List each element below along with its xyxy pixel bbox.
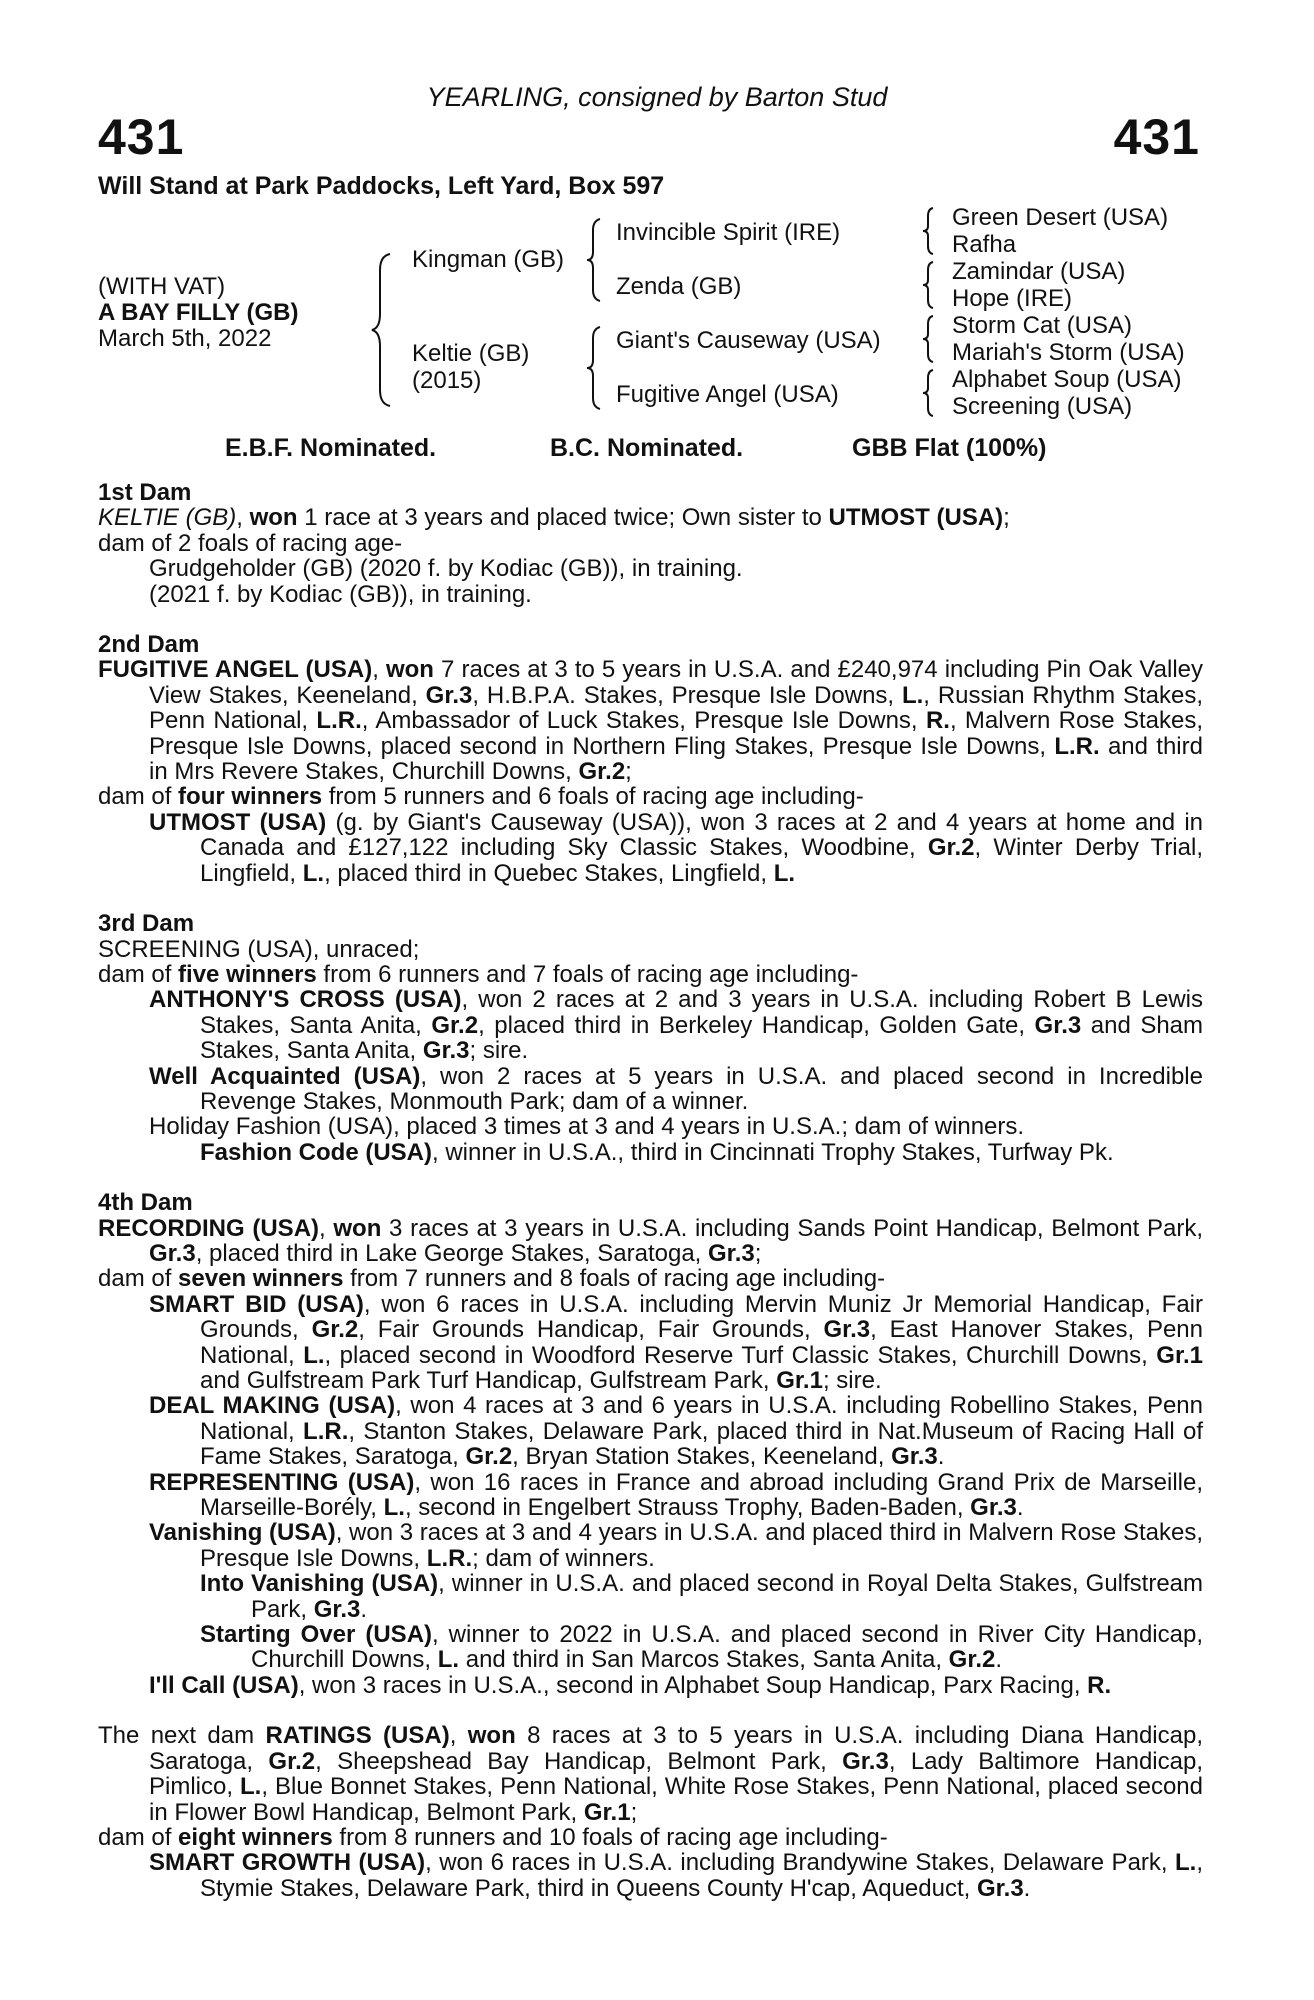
ebf-nomination: E.B.F. Nominated. xyxy=(225,434,437,462)
pedigree-brace-ggp-4 xyxy=(920,368,938,418)
pedigree-ggp-5: Storm Cat (USA) xyxy=(952,312,1133,339)
pedigree-ggp-1: Green Desert (USA) xyxy=(952,204,1169,231)
dam-section xyxy=(98,632,1203,886)
section-title: 4th Dam xyxy=(98,1189,193,1217)
dam-section xyxy=(98,1190,1203,1698)
record-paragraph: The next dam RATINGS (USA), won 8 races at 3 to 5 years in U.S.A. including Diana Handicap, Saratoga, Gr.2, Sheepshead Bay Handicap, Belmont Park, Gr.3, Lady Baltimore Handicap, Pimlico, L., Blue Bonnet Stakes, Penn National, White Rose Stakes, Penn National, placed second in Flower Bowl Handicap, Belmont Park, Gr.1; xyxy=(98,1722,1204,1826)
foaling-date: March 5th, 2022 xyxy=(98,325,272,352)
record-paragraph: FUGITIVE ANGEL (USA), won 7 races at 3 to 5 years in U.S.A. and £240,974 including Pin Oak Valley View Stakes, Keeneland, Gr.3, H.B.P.A. Stakes, Presque Isle Downs, L., Russian Rhythm Stakes, Penn National, L.R., Ambassador of Luck Stakes, Presque Isle Downs, R., Malvern Rose Stakes, Presque Isle Downs, placed second in Northern Fling Stakes, Presque Isle Downs, L.R. and third in Mrs Revere Stakes, Churchill Downs, Gr.2; xyxy=(98,656,1204,786)
record-paragraph: Well Acquainted (USA), won 2 races at 5 years in U.S.A. and placed second in Incredible Revenge Stakes, Monmouth Park; dam of a winner. xyxy=(149,1062,1203,1115)
record-paragraph: Fashion Code (USA), winner in U.S.A., third in Cincinnati Trophy Stakes, Turfway Pk. xyxy=(200,1138,1114,1166)
consignment-line: YEARLING, consigned by Barton Stud xyxy=(426,82,888,112)
stand-location: Will Stand at Park Paddocks, Left Yard, Box 597 xyxy=(98,172,665,200)
record-paragraph: DEAL MAKING (USA), won 4 races at 3 and 6 years in U.S.A. including Robellino Stakes, Penn National, L.R., Stanton Stakes, Delaware Park, placed third in Nat.Museum of Racing Hall of Fame Stakes, Saratoga, Gr.2, Bryan Station Stakes, Keeneland, Gr.3. xyxy=(149,1392,1203,1471)
pedigree-sire-dam: Zenda (GB) xyxy=(616,273,742,300)
pedigree-brace-dam xyxy=(584,324,606,412)
section-title: 2nd Dam xyxy=(98,631,200,659)
dam-section xyxy=(98,1723,1203,1901)
vat-note: (WITH VAT) xyxy=(98,273,226,300)
record-paragraph: Grudgeholder (GB) (2020 f. by Kodiac (GB)), in training. xyxy=(149,555,743,583)
record-paragraph: Holiday Fashion (USA), placed 3 times at 3 and 4 years in U.S.A.; dam of winners. xyxy=(149,1113,1025,1141)
record-paragraph: Vanishing (USA), won 3 races at 3 and 4 years in U.S.A. and placed third in Malvern Rose Stakes, Presque Isle Downs, L.R.; dam of winners. xyxy=(149,1519,1203,1572)
section-title: 3rd Dam xyxy=(98,910,195,938)
pedigree-ggp-8: Screening (USA) xyxy=(952,393,1133,420)
pedigree-ggp-4: Hope (IRE) xyxy=(952,285,1073,312)
record-paragraph: dam of seven winners from 7 runners and 8 foals of racing age including- xyxy=(98,1265,886,1293)
pedigree-ggp-3: Zamindar (USA) xyxy=(952,258,1126,285)
record-paragraph: dam of five winners from 6 runners and 7 foals of racing age including- xyxy=(98,960,859,988)
pedigree-dam-year: (2015) xyxy=(412,367,482,394)
record-paragraph: SMART BID (USA), won 6 races in U.S.A. including Mervin Muniz Jr Memorial Handicap, Fair Grounds, Gr.2, Fair Grounds Handicap, Fair Grounds, Gr.3, East Hanover Stakes, Penn National, L., placed second in Woodford Reserve Turf Classic Stakes, Churchill Downs, Gr.1 and Gulfstream Park Turf Handicap, Gulfstream Park, Gr.1; sire. xyxy=(149,1290,1204,1394)
record-paragraph: I'll Call (USA), won 3 races in U.S.A., second in Alphabet Soup Handicap, Parx Racing, R. xyxy=(149,1671,1112,1699)
pedigree-sire: Kingman (GB) xyxy=(412,246,565,273)
dam-section xyxy=(98,911,1203,1165)
gbb-flat: GBB Flat (100%) xyxy=(852,434,1047,462)
record-paragraph: SMART GROWTH (USA), won 6 races in U.S.A. including Brandywine Stakes, Delaware Park, L., Stymie Stakes, Delaware Park, third in Queens County H'cap, Aqueduct, Gr.3. xyxy=(149,1849,1203,1902)
bc-nomination: B.C. Nominated. xyxy=(550,434,744,462)
record-paragraph: SCREENING (USA), unraced; xyxy=(98,935,420,963)
horse-description: A BAY FILLY (GB) xyxy=(98,299,299,326)
pedigree-dam-sire: Giant's Causeway (USA) xyxy=(616,327,881,354)
record-paragraph: Starting Over (USA), winner to 2022 in U.S.A. and placed second in River City Handicap, Churchill Downs, L. and third in San Marcos Stakes, Santa Anita, Gr.2. xyxy=(200,1621,1203,1674)
record-paragraph: REPRESENTING (USA), won 16 races in France and abroad including Grand Prix de Marseille, Marseille-Borély, L., second in Engelbert Strauss Trophy, Baden-Baden, Gr.3. xyxy=(149,1468,1203,1522)
pedigree-brace-main xyxy=(368,250,398,410)
record-paragraph: KELTIE (GB), won 1 race at 3 years and placed twice; Own sister to UTMOST (USA); xyxy=(98,504,1010,532)
pedigree-brace-sire xyxy=(584,216,606,304)
pedigree-dam-dam: Fugitive Angel (USA) xyxy=(616,381,839,408)
pedigree-ggp-7: Alphabet Soup (USA) xyxy=(952,366,1182,393)
record-paragraph: (2021 f. by Kodiac (GB)), in training. xyxy=(149,580,532,608)
pedigree-sire-sire: Invincible Spirit (IRE) xyxy=(616,219,841,246)
record-paragraph: dam of 2 foals of racing age- xyxy=(98,529,403,557)
pedigree-brace-ggp-1 xyxy=(920,206,938,256)
section-title: 1st Dam xyxy=(98,479,192,506)
record-paragraph: ANTHONY'S CROSS (USA), won 2 races at 2 and 3 years in U.S.A. including Robert B Lewis Stakes, Santa Anita, Gr.2, placed third in Berkeley Handicap, Golden Gate, Gr.3 and Sham Stakes, Santa Anita, Gr.3; sire. xyxy=(149,986,1204,1065)
record-paragraph: dam of eight winners from 8 runners and 10 foals of racing age including- xyxy=(98,1823,888,1851)
pedigree-brace-ggp-3 xyxy=(920,314,938,364)
pedigree-ggp-6: Mariah's Storm (USA) xyxy=(952,339,1185,366)
record-paragraph: dam of four winners from 5 runners and 6 foals of racing age including- xyxy=(98,783,864,811)
lot-number-right: 431 xyxy=(1113,109,1200,165)
pedigree-brace-ggp-2 xyxy=(920,260,938,310)
record-paragraph: Into Vanishing (USA), winner in U.S.A. and placed second in Royal Delta Stakes, Gulfstream Park, Gr.3. xyxy=(200,1570,1204,1623)
dam-section xyxy=(98,480,1203,607)
record-paragraph: RECORDING (USA), won 3 races at 3 years in U.S.A. including Sands Point Handicap, Belmont Park, Gr.3, placed third in Lake George Stakes, Saratoga, Gr.3; xyxy=(98,1214,1203,1267)
pedigree-ggp-2: Rafha xyxy=(952,231,1017,258)
catalogue-body xyxy=(98,480,1203,1926)
pedigree-dam: Keltie (GB) xyxy=(412,340,530,367)
record-paragraph: UTMOST (USA) (g. by Giant's Causeway (USA)), won 3 races at 2 and 4 years at home and in Canada and £127,122 including Sky Classic Stakes, Woodbine, Gr.2, Winter Derby Trial, Lingfield, L., placed third in Quebec Stakes, Lingfield, L. xyxy=(149,808,1203,887)
lot-number-left: 431 xyxy=(98,109,185,165)
